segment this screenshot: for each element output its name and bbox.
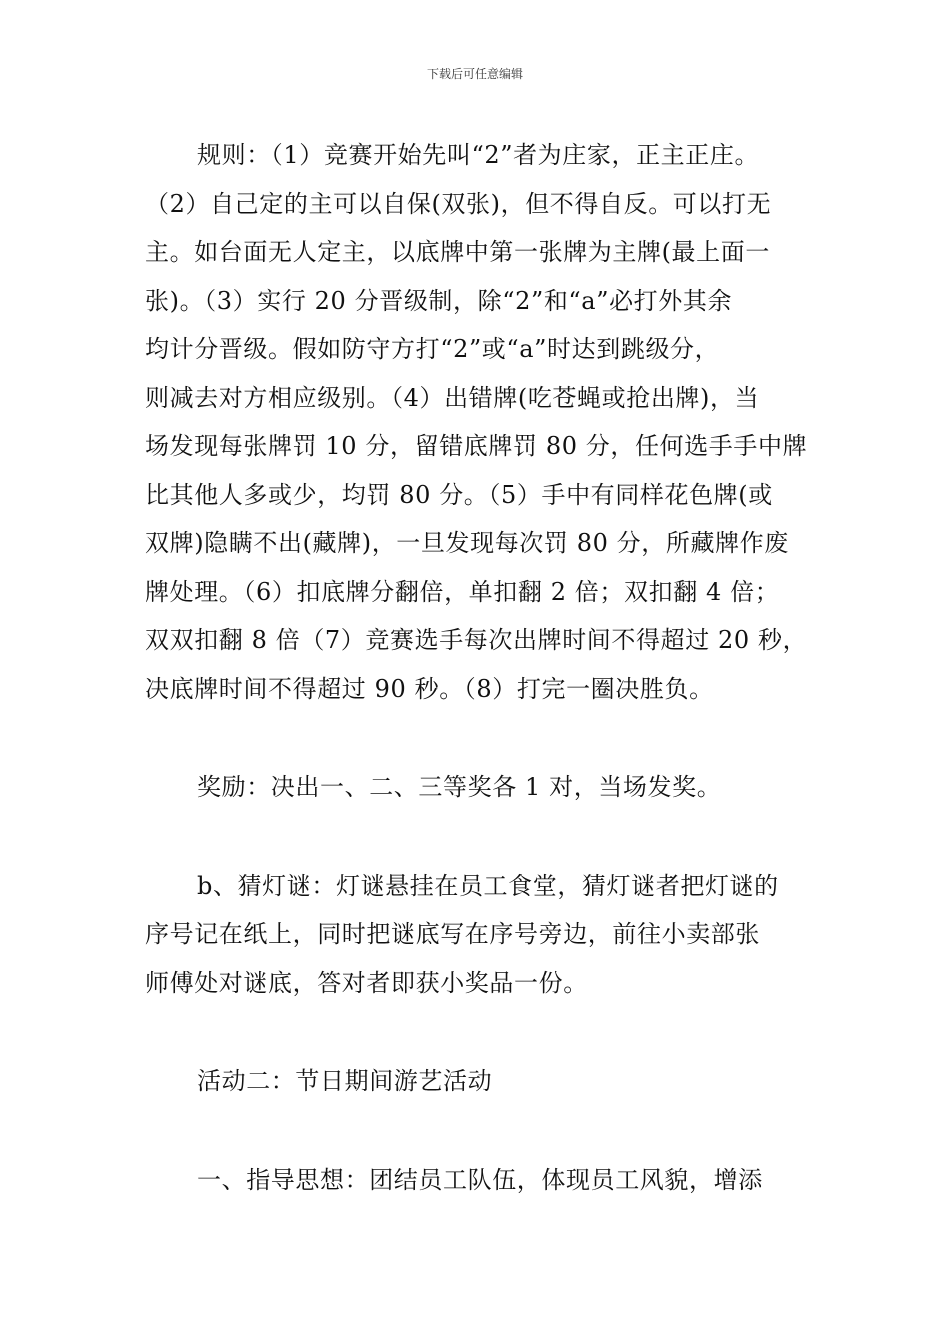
- rules-line: 双牌)隐瞒不出(藏牌)，一旦发现每次罚 80 分，所藏牌作废: [145, 529, 789, 557]
- riddle-line: 师傅处对谜底，答对者即获小奖品一份。: [145, 968, 588, 997]
- rules-line: 均计分晋级。假如防守方打“2”或“a”时达到跳级分，: [145, 335, 720, 363]
- rules-line: 张)。（3）实行 20 分晋级制，除“2”和“a”必打外其余: [145, 286, 733, 315]
- paragraph-gap: [145, 1106, 807, 1156]
- rules-line: 规则：（1）竞赛开始先叫“2”者为庄家，正主正庄。: [197, 141, 760, 169]
- rules-line: 主。如台面无人定主，以底牌中第一张牌为主牌(最上面一: [145, 238, 770, 266]
- paragraph-gap: [145, 812, 807, 862]
- page-header: 下载后可任意编辑: [426, 67, 523, 81]
- rules-line: 则减去对方相应级别。（4）出错牌(吃苍蝇或抢出牌)，当: [145, 383, 760, 412]
- rules-line: 牌处理。（6）扣底牌分翻倍，单扣翻 2 倍；双扣翻 4 倍；: [145, 577, 780, 606]
- paragraph-gap: [145, 713, 807, 763]
- activity-title: 活动二：节日期间游艺活动: [197, 1067, 493, 1095]
- riddle-line: 序号记在纸上，同时把谜底写在序号旁边，前往小卖部张: [145, 920, 760, 948]
- rules-line: 比其他人多或少，均罚 80 分。（5）手中有同样花色牌(或: [145, 480, 773, 509]
- riddle-line: b、猜灯谜：灯谜悬挂在员工食堂，猜灯谜者把灯谜的: [197, 871, 779, 900]
- rules-line: （2）自己定的主可以自保(双张)，但不得自反。可以打无: [145, 189, 772, 218]
- reward-paragraph: 奖励：决出一、二、三等奖各 1 对，当场发奖。: [197, 773, 722, 801]
- document-body: [145, 131, 807, 1204]
- rules-line: 场发现每张牌罚 10 分，留错底牌罚 80 分，任何选手手中牌: [145, 432, 808, 460]
- rules-line: 双双扣翻 8 倍（7）竞赛选手每次出牌时间不得超过 20 秒，: [145, 626, 808, 654]
- guiding-thought-line: 一、指导思想：团结员工队伍，体现员工风貌，增添: [197, 1165, 763, 1194]
- paragraph-gap: [145, 1007, 807, 1057]
- rules-line: 决底牌时间不得超过 90 秒。（8）打完一圈决胜负。: [145, 674, 714, 703]
